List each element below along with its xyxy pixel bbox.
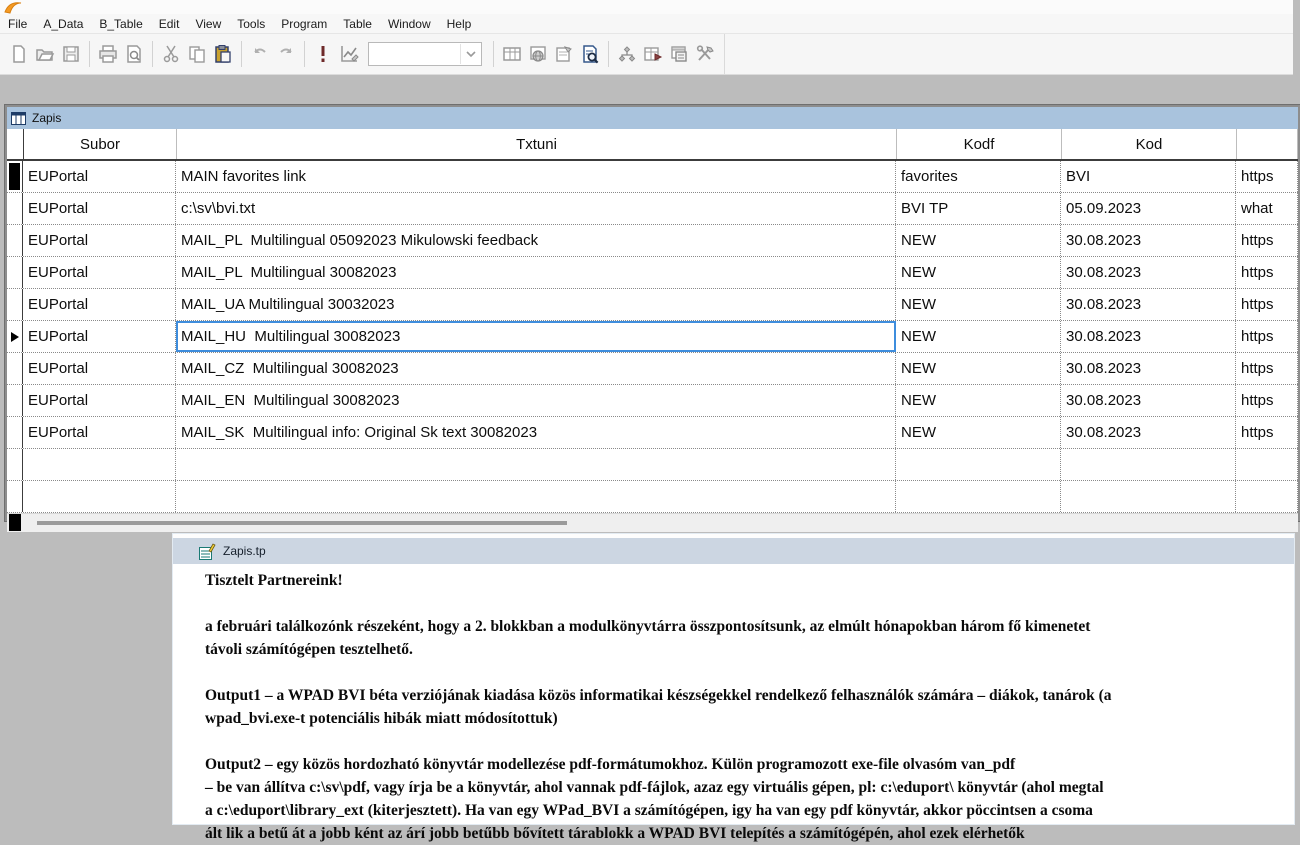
cell-kod[interactable]: 30.08.2023 bbox=[1061, 289, 1236, 320]
column-header-kod[interactable]: Kod bbox=[1062, 129, 1237, 159]
table-edit-icon bbox=[643, 44, 663, 64]
text-line: – be van állítva c:\sv\pdf, vagy írja be a könyvtár, ahol vannak pdf-fájlok, azaz egy virtuális gépen, pl: c:\eduport\ könyvtár (ahol megtal bbox=[205, 779, 1104, 796]
undo-button[interactable] bbox=[247, 41, 273, 67]
cell-subor[interactable]: EUPortal bbox=[23, 353, 176, 384]
exclamation-icon bbox=[313, 44, 333, 64]
cell-kod[interactable]: 30.08.2023 bbox=[1061, 257, 1236, 288]
cell-txtuni[interactable]: MAIL_SK Multilingual info: Original Sk text 30082023 bbox=[176, 417, 896, 448]
open-folder-icon bbox=[35, 44, 55, 64]
cell-txtuni[interactable]: MAIL_UA Multilingual 30032023 bbox=[176, 289, 896, 320]
cell-subor[interactable]: EUPortal bbox=[23, 193, 176, 224]
table-row[interactable] bbox=[7, 257, 1298, 289]
menu-help[interactable]: Help bbox=[446, 16, 472, 31]
text-line bbox=[205, 730, 1294, 753]
find-document-icon bbox=[580, 44, 600, 64]
row-selector-current[interactable] bbox=[7, 321, 23, 352]
cell-txtuni-selected[interactable]: MAIL_HU Multilingual 30082023 bbox=[176, 321, 896, 352]
table-row-empty[interactable] bbox=[7, 481, 1298, 513]
cell-kod[interactable]: 30.08.2023 bbox=[1061, 225, 1236, 256]
table-row-empty[interactable] bbox=[7, 449, 1298, 481]
window-list-button[interactable] bbox=[666, 41, 692, 67]
undo-icon bbox=[250, 44, 270, 64]
text-line bbox=[205, 592, 1294, 615]
cell-url[interactable]: https bbox=[1236, 385, 1298, 416]
column-header-kodf[interactable]: Kodf bbox=[897, 129, 1062, 159]
cell-txtuni[interactable]: c:\sv\bvi.txt bbox=[176, 193, 896, 224]
toolbar-separator bbox=[89, 41, 90, 67]
cell-kod[interactable]: BVI bbox=[1061, 161, 1236, 192]
chart-icon bbox=[339, 44, 359, 64]
text-line: Tisztelt Partnereink! bbox=[205, 572, 343, 589]
column-header-url[interactable] bbox=[1237, 129, 1298, 159]
cell-kod[interactable]: 30.08.2023 bbox=[1061, 353, 1236, 384]
menu-table[interactable]: Table bbox=[343, 16, 372, 31]
properties-button[interactable] bbox=[551, 41, 577, 67]
zapistp-window-title: Zapis.tp bbox=[223, 544, 266, 558]
cell-kodf[interactable]: NEW bbox=[896, 385, 1061, 416]
cell-kod[interactable]: 30.08.2023 bbox=[1061, 417, 1236, 448]
redo-button[interactable] bbox=[273, 41, 299, 67]
print-preview-button[interactable] bbox=[121, 41, 147, 67]
text-content[interactable] bbox=[173, 564, 1294, 845]
table-row[interactable] bbox=[7, 385, 1298, 417]
cut-button[interactable] bbox=[158, 41, 184, 67]
row-selector[interactable] bbox=[7, 193, 23, 224]
row-selector[interactable] bbox=[7, 481, 23, 512]
zapistp-window bbox=[172, 533, 1295, 842]
menu-tools[interactable]: Tools bbox=[237, 16, 266, 31]
row-selector[interactable] bbox=[7, 257, 23, 288]
print-icon bbox=[98, 44, 118, 64]
zapistp-window-titlebar[interactable] bbox=[173, 538, 1294, 564]
text-line: a februári találkozónk részeként, hogy a 2. blokkban a modulkönyvtárra összpontosítsunk, az elmúlt hónapokban három fő kimenetet bbox=[205, 618, 1091, 635]
cell-subor[interactable]: EUPortal bbox=[23, 385, 176, 416]
toolbar-separator bbox=[608, 41, 609, 67]
row-selector[interactable] bbox=[7, 417, 23, 448]
menu-program[interactable]: Program bbox=[281, 16, 328, 31]
table-row-selected[interactable] bbox=[7, 321, 1298, 353]
row-selector[interactable] bbox=[7, 353, 23, 384]
branch-arrows-icon bbox=[617, 44, 637, 64]
cell-empty bbox=[1061, 481, 1236, 512]
row-selector[interactable] bbox=[7, 225, 23, 256]
zapis-window-title: Zapis bbox=[32, 111, 62, 125]
cell-empty bbox=[1236, 481, 1298, 512]
header-selector bbox=[7, 129, 24, 159]
row-marker-block bbox=[9, 163, 20, 190]
save-button[interactable] bbox=[58, 41, 84, 67]
cell-kod[interactable]: 30.08.2023 bbox=[1061, 385, 1236, 416]
cell-empty bbox=[23, 481, 176, 512]
print-preview-icon bbox=[124, 44, 144, 64]
redo-icon bbox=[276, 44, 296, 64]
cell-kodf[interactable]: NEW bbox=[896, 225, 1061, 256]
cell-kod[interactable]: 05.09.2023 bbox=[1061, 193, 1236, 224]
zapis-window-titlebar[interactable] bbox=[7, 107, 1298, 129]
table-row[interactable] bbox=[7, 353, 1298, 385]
table-row[interactable] bbox=[7, 193, 1298, 225]
toolbar-separator bbox=[152, 41, 153, 67]
cell-kodf[interactable]: NEW bbox=[896, 417, 1061, 448]
cell-txtuni[interactable]: MAIL_PL Multilingual 30082023 bbox=[176, 257, 896, 288]
open-button[interactable] bbox=[32, 41, 58, 67]
table-row[interactable] bbox=[7, 225, 1298, 257]
cell-url[interactable]: https bbox=[1236, 417, 1298, 448]
cell-txtuni[interactable]: MAIL_EN Multilingual 30082023 bbox=[176, 385, 896, 416]
cell-subor[interactable]: EUPortal bbox=[23, 417, 176, 448]
tools-button[interactable] bbox=[692, 41, 718, 67]
cell-url[interactable]: https bbox=[1236, 353, 1298, 384]
text-line: wpad_bvi.exe-t potenciális hibák miatt módosítottuk) bbox=[205, 710, 558, 727]
menu-a-data[interactable]: A_Data bbox=[43, 16, 84, 31]
toolbar-edge bbox=[724, 34, 725, 74]
globe-icon bbox=[528, 44, 548, 64]
new-button[interactable] bbox=[6, 41, 32, 67]
table-row[interactable] bbox=[7, 161, 1298, 193]
menu-edit[interactable]: Edit bbox=[158, 16, 180, 31]
cell-empty bbox=[896, 481, 1061, 512]
print-button[interactable] bbox=[95, 41, 121, 67]
text-line: távoli számítógépen tesztelhető. bbox=[205, 641, 413, 658]
toolbar-separator bbox=[304, 41, 305, 67]
text-line: a c:\eduport\library_ext (kiterjesztett). Ha van egy WPad_BVI a számítógépen, igy ha van egy pdf könyvtár, akkor pöccintsen a csoma bbox=[205, 802, 1093, 819]
app-logo-icon bbox=[3, 0, 23, 14]
cell-url[interactable]: https bbox=[1236, 257, 1298, 288]
menu-b-table[interactable]: B_Table bbox=[99, 16, 143, 31]
text-line: ált lik a betű át a jobb ként az árí jobb betűbb bővített tárablokk a WPAD BVI telepítés a számítógépén, ahol ezek elérhetők bbox=[205, 825, 1025, 842]
cell-kodf[interactable]: NEW bbox=[896, 289, 1061, 320]
cell-txtuni[interactable]: MAIN favorites link bbox=[176, 161, 896, 192]
cell-kodf[interactable]: favorites bbox=[896, 161, 1061, 192]
cell-url[interactable]: what bbox=[1236, 193, 1298, 224]
app-titlebar-partial bbox=[0, 0, 1293, 14]
cell-kodf[interactable]: NEW bbox=[896, 353, 1061, 384]
toolbar-separator bbox=[241, 41, 242, 67]
zapis-window bbox=[5, 105, 1300, 521]
text-line bbox=[205, 661, 1294, 684]
cell-txtuni[interactable]: MAIL_PL Multilingual 05092023 Mikulowski feedback bbox=[176, 225, 896, 256]
cell-subor[interactable]: EUPortal bbox=[23, 161, 176, 192]
toolbar bbox=[0, 33, 1293, 75]
text-line: Output1 – a WPAD BVI béta verziójának kiadása közös informatikai készségekkel rendelkező felhasználók számára – diákok, tanárok (a bbox=[205, 687, 1112, 704]
table-view-button[interactable] bbox=[499, 41, 525, 67]
row-selector[interactable] bbox=[7, 289, 23, 320]
cell-empty bbox=[896, 449, 1061, 480]
column-header-txtuni[interactable]: Txtuni bbox=[177, 129, 897, 159]
table-window-icon bbox=[11, 112, 26, 125]
cell-kodf[interactable]: NEW bbox=[896, 257, 1061, 288]
scrollbar-left-block[interactable] bbox=[9, 514, 21, 531]
row-selector[interactable] bbox=[7, 449, 23, 480]
cell-subor[interactable]: EUPortal bbox=[23, 289, 176, 320]
cell-empty bbox=[1236, 449, 1298, 480]
table-edit-button[interactable] bbox=[640, 41, 666, 67]
cell-empty bbox=[176, 449, 896, 480]
row-selector[interactable] bbox=[7, 161, 23, 192]
paste-clipboard-icon bbox=[213, 44, 233, 64]
filter-combobox[interactable] bbox=[368, 42, 482, 66]
save-floppy-icon bbox=[61, 44, 81, 64]
current-row-arrow-icon bbox=[11, 332, 19, 342]
cell-url[interactable]: https bbox=[1236, 161, 1298, 192]
find-document-button[interactable] bbox=[577, 41, 603, 67]
cell-kodf[interactable]: NEW bbox=[896, 321, 1061, 352]
menu-view[interactable]: View bbox=[195, 16, 222, 31]
menu-bar bbox=[0, 14, 1293, 33]
sort-button[interactable] bbox=[614, 41, 640, 67]
cell-url[interactable]: https bbox=[1236, 289, 1298, 320]
menu-file[interactable]: File bbox=[8, 16, 28, 31]
cell-txtuni[interactable]: MAIL_CZ Multilingual 30082023 bbox=[176, 353, 896, 384]
properties-sheet-icon bbox=[554, 44, 574, 64]
cell-empty bbox=[176, 481, 896, 512]
horizontal-scrollbar[interactable] bbox=[7, 513, 1298, 532]
cell-kodf[interactable]: BVI TP bbox=[896, 193, 1061, 224]
cell-subor[interactable]: EUPortal bbox=[23, 225, 176, 256]
menu-window[interactable]: Window bbox=[387, 16, 431, 31]
chart-button[interactable] bbox=[336, 41, 362, 67]
cell-subor[interactable]: EUPortal bbox=[23, 257, 176, 288]
cell-url[interactable]: https bbox=[1236, 321, 1298, 352]
row-selector[interactable] bbox=[7, 385, 23, 416]
data-table bbox=[7, 129, 1298, 532]
table-grid-icon bbox=[502, 44, 522, 64]
new-document-icon bbox=[9, 44, 29, 64]
cell-empty bbox=[23, 449, 176, 480]
window-list-icon bbox=[669, 44, 689, 64]
table-row[interactable] bbox=[7, 417, 1298, 449]
chevron-down-icon[interactable] bbox=[460, 44, 481, 64]
scrollbar-thumb[interactable] bbox=[37, 521, 567, 525]
cell-empty bbox=[1061, 449, 1236, 480]
hammer-wrench-icon bbox=[695, 44, 715, 64]
table-header-row bbox=[7, 129, 1298, 161]
copy-button[interactable] bbox=[184, 41, 210, 67]
cell-kod[interactable]: 30.08.2023 bbox=[1061, 321, 1236, 352]
run-button[interactable] bbox=[310, 41, 336, 67]
paste-button[interactable] bbox=[210, 41, 236, 67]
globe-button[interactable] bbox=[525, 41, 551, 67]
notepad-pencil-icon bbox=[199, 543, 215, 560]
text-line: Output2 – egy közös hordozható könyvtár modellezése pdf-formátumokhoz. Külön programozott exe-file olvasóm van_pdf bbox=[205, 756, 1016, 773]
copy-icon bbox=[187, 44, 207, 64]
cell-subor[interactable]: EUPortal bbox=[23, 321, 176, 352]
cut-scissors-icon bbox=[161, 44, 181, 64]
cell-url[interactable]: https bbox=[1236, 225, 1298, 256]
toolbar-separator bbox=[493, 41, 494, 67]
table-row[interactable] bbox=[7, 289, 1298, 321]
column-header-subor[interactable]: Subor bbox=[24, 129, 177, 159]
